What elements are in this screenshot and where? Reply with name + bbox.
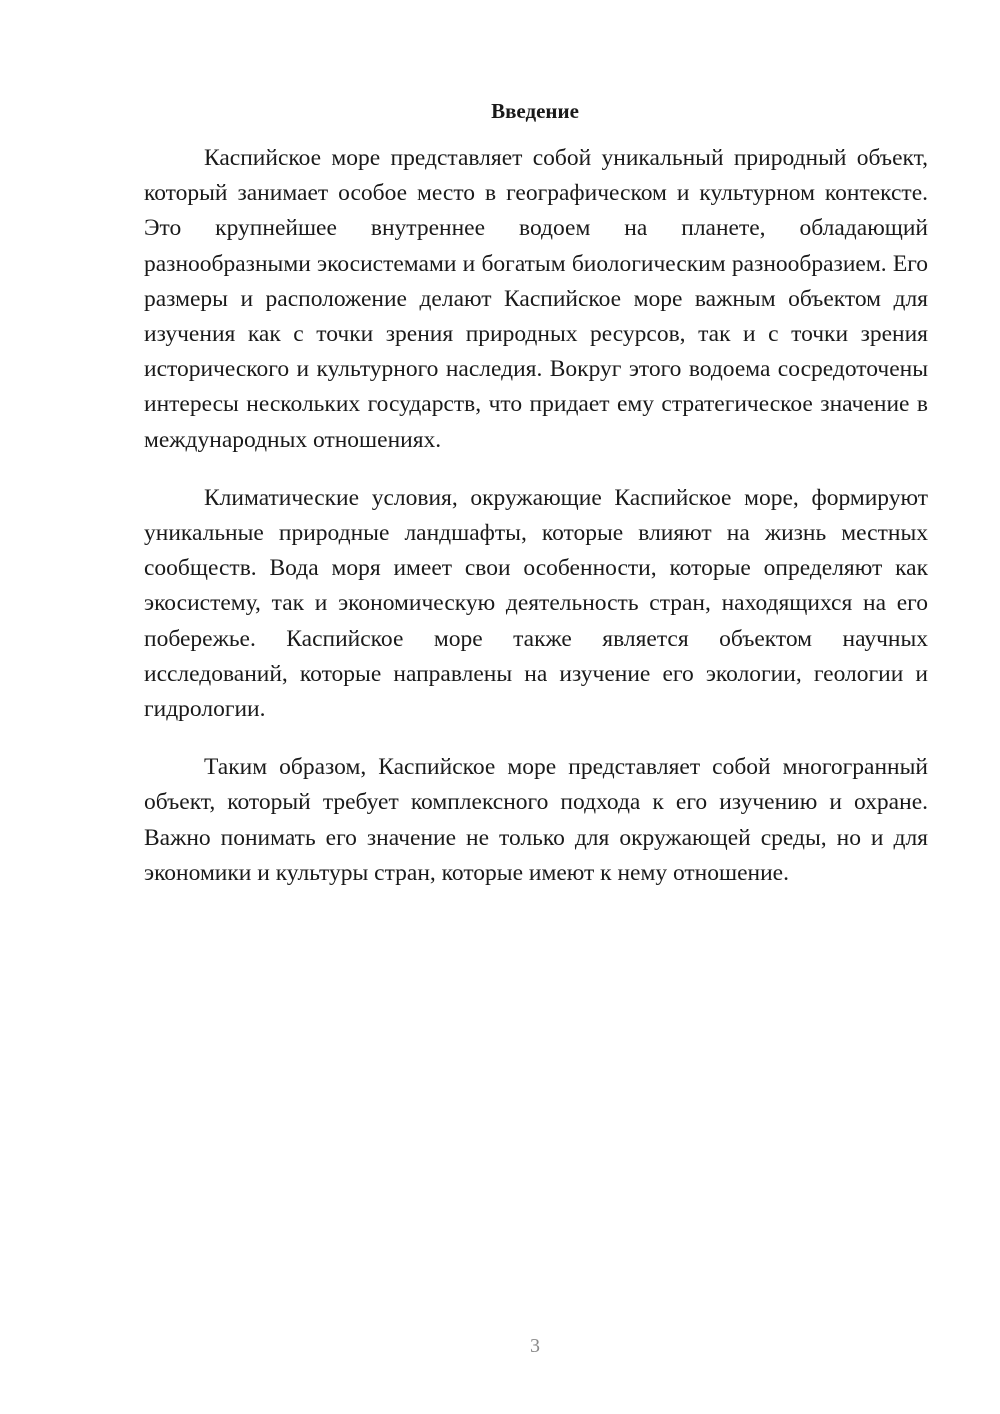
document-body — [144, 141, 928, 914]
page-title: Введение — [491, 99, 579, 123]
page-number: 3 — [530, 1335, 540, 1357]
paragraph-1: Каспийское море представляет собой уникальный природный объект, который занимает особое место в географическом и культурном контексте. Это крупнейшее внутреннее водоем на планете, обладающий разнообразными экосистемами и богатым биологическим разнообразием. Его размеры и расположение делают Каспийское море важным объектом для изучения как с точки зрения природных ресурсов, так и с точки зрения исторического и культурного наследия. Вокруг этого водоема сосредоточены интересы нескольких государств, что придает ему стратегическое значение в международных отношениях. — [144, 145, 928, 453]
paragraph-3: Таким образом, Каспийское море представляет собой многогранный объект, который требует комплексного подхода к его изучению и охране. Важно понимать его значение не только для окружающей среды, но и для экономики и культуры стран, которые имеют к нему отношение. — [144, 754, 928, 886]
paragraph-2: Климатические условия, окружающие Каспийское море, формируют уникальные природные ландшафты, которые влияют на жизнь местных сообществ. Вода моря имеет свои особенности, которые определяют как экосистему, так и экономическую деятельность стран, находящихся на его побережье. Каспийское море также является объектом научных исследований, которые направлены на изучение его экологии, геологии и гидрологии. — [144, 484, 928, 723]
